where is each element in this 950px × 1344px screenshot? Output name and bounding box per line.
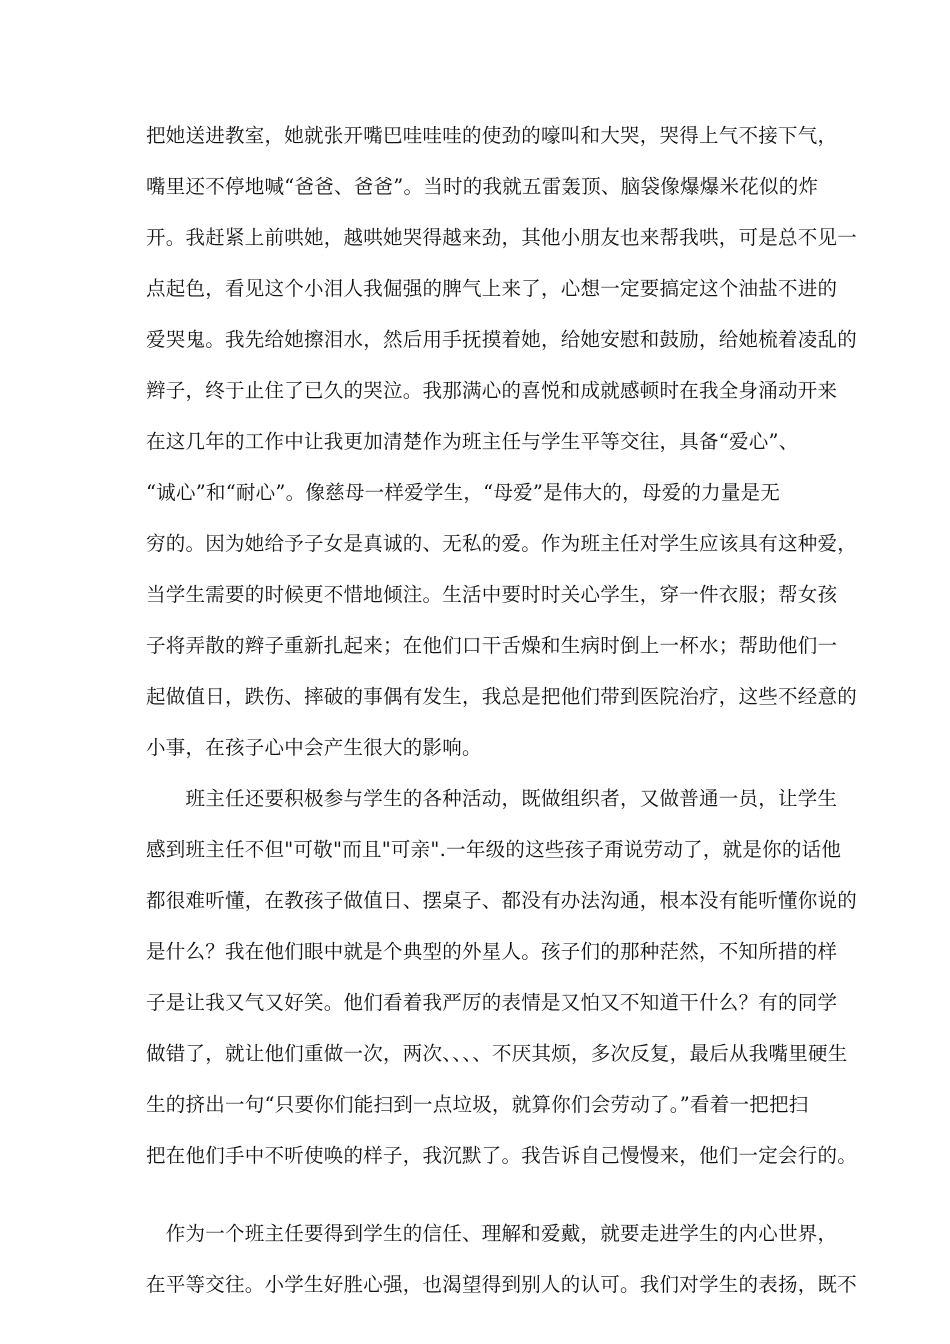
text-line: 点起色，看见这个小泪人我倔强的脾气上来了，心想一定要搞定这个油盐不进的: [146, 277, 838, 300]
text-line: 在平等交往。小学生好胜心强，也渴望得到别人的认可。我们对学生的表扬，既不: [146, 1273, 858, 1296]
text-line: 子是让我又气又好笑。他们看着我严厉的表情是又怕又不知道干什么？有的同学: [146, 991, 838, 1014]
text-line: 嘴里还不停地喊“爸爸、爸爸”。当时的我就五雷轰顶、脑袋像爆爆米花似的炸: [146, 175, 819, 198]
text-line: 在这几年的工作中让我更加清楚作为班主任与学生平等交往，具备“爱心”、: [146, 430, 799, 453]
text-line: 穷的。因为她给予子女是真诚的、无私的爱。作为班主任对学生应该具有这种爱，: [146, 532, 858, 555]
text-line: 班主任还要积极参与学生的各种活动，既做组织者，又做普通一员，让学生: [146, 787, 838, 810]
text-line: 当学生需要的时候更不惜地倾注。生活中要时时关心学生，穿一件衣服；帮女孩: [146, 583, 838, 606]
text-line: 做错了，就让他们重做一次，两次、、、、不厌其烦，多次反复，最后从我嘴里硬生: [146, 1042, 848, 1065]
text-line: 是什么？我在他们眼中就是个典型的外星人。孩子们的那种茫然，不知所措的样: [146, 940, 838, 963]
text-line: 小事，在孩子心中会产生很大的影响。: [146, 736, 482, 759]
text-line: 感到班主任不但"可敬"而且"可亲".一年级的这些孩子甭说劳动了，就是你的话他: [146, 838, 842, 861]
text-line: 生的挤出一句“只要你们能扫到一点垃圾，就算你们会劳动了。”看着一把把扫: [146, 1093, 809, 1116]
text-line: 把在他们手中不听使唤的样子，我沉默了。我告诉自己慢慢来，他们一定会行的。: [146, 1144, 858, 1167]
text-line: 爱哭鬼。我先给她擦泪水，然后用手抚摸着她，给她安慰和鼓励，给她梳着凌乱的: [146, 328, 858, 351]
text-line: 子将弄散的辫子重新扎起来；在他们口干舌燥和生病时倒上一杯水；帮助他们一: [146, 634, 838, 657]
text-line: “诚心”和“耐心”。像慈母一样爱学生，“母爱”是伟大的，母爱的力量是无: [146, 481, 781, 504]
text-line: 辫子，终于止住了已久的哭泣。我那满心的喜悦和成就感顿时在我全身涌动开来: [146, 379, 838, 402]
text-line: 开。我赶紧上前哄她，越哄她哭得越来劲，其他小朋友也来帮我哄，可是总不见一: [146, 226, 858, 249]
text-line: 起做值日，跌伤、摔破的事偶有发生，我总是把他们带到医院治疗，这些不经意的: [146, 685, 858, 708]
text-line: 都很难听懂，在教孩子做值日、摆桌子、都没有办法沟通，根本没有能听懂你说的: [146, 889, 858, 912]
text-line: 把她送进教室，她就张开嘴巴哇哇哇的使劲的嚎叫和大哭，哭得上气不接下气，: [146, 124, 838, 147]
text-line: 作为一个班主任要得到学生的信任、理解和爱戴，就要走进学生的内心世界，: [146, 1222, 838, 1245]
